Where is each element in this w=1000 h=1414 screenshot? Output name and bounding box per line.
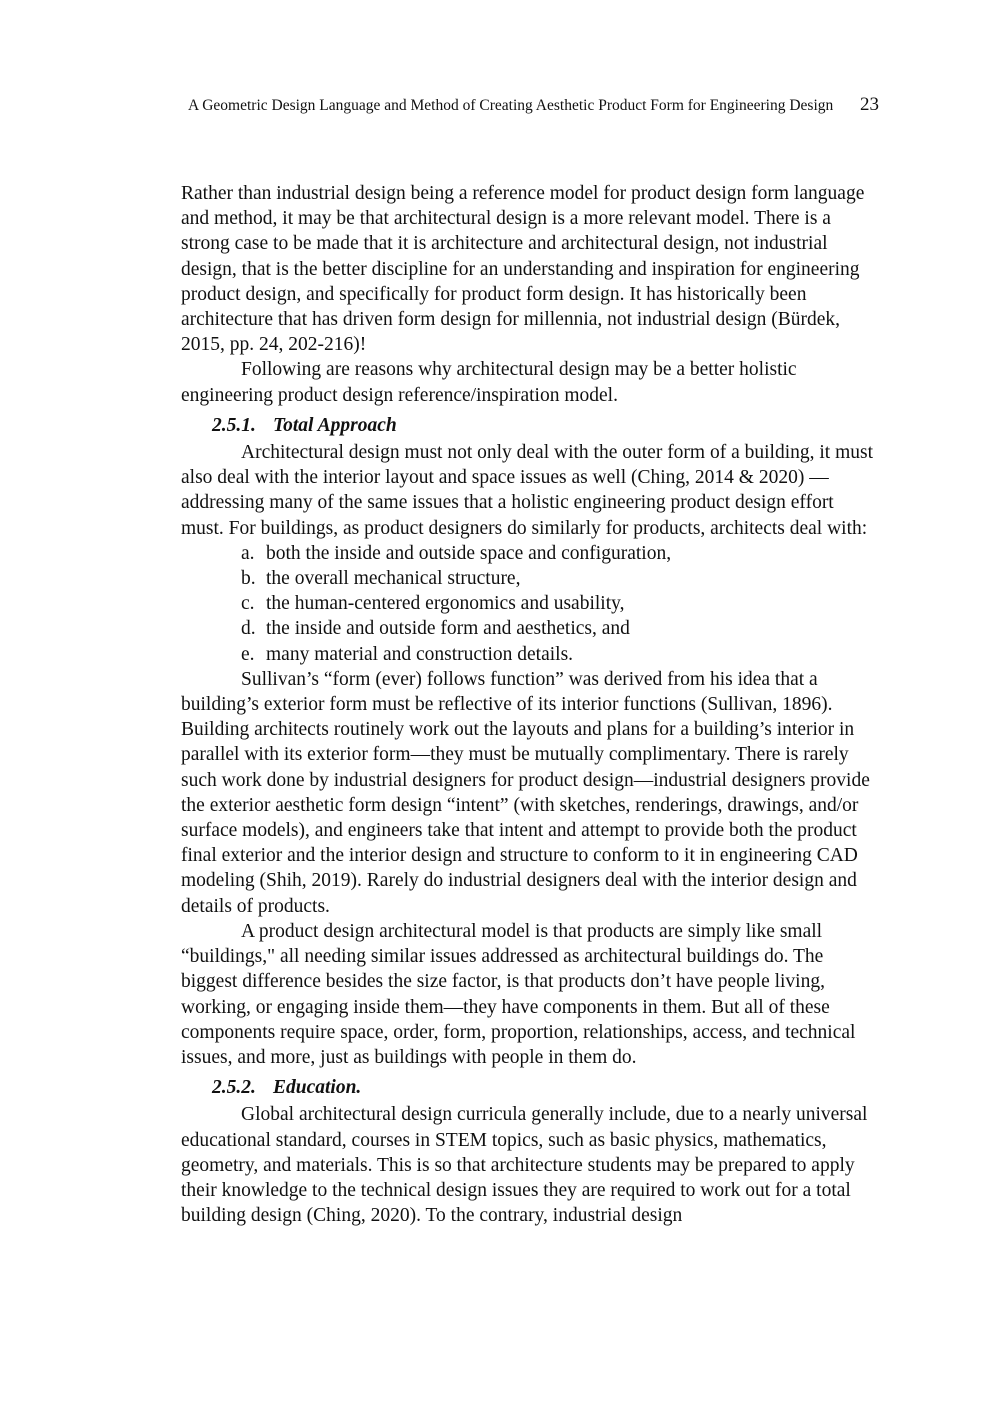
paragraph-architectural-model: A product design architectural model is that products are simply like small “buildings," all needing similar issues addressed as architectural buildings do. The biggest difference besides the size factor, is that products don’t have people living, working, or engaging inside them—they have components in them. But all of these components require space, order, form, proportion, relationships, access, and technical issues, and more, just as buildings with people in them do. <box>181 920 856 1068</box>
heading-number: 2.5.2. <box>212 1077 256 1099</box>
body-text <box>181 181 881 1228</box>
list-item <box>241 566 881 591</box>
list-marker: b. <box>241 568 256 590</box>
list-item-text: the overall mechanical structure, <box>266 568 521 590</box>
list-item <box>241 541 881 566</box>
list-item <box>241 616 881 641</box>
heading-title: Total Approach <box>273 414 397 436</box>
page-number: 23 <box>860 94 879 115</box>
architect-tasks-list <box>181 541 881 667</box>
list-marker: c. <box>241 593 255 615</box>
heading-number: 2.5.1. <box>212 414 256 436</box>
list-item <box>241 591 881 616</box>
heading-title: Education. <box>273 1077 362 1099</box>
paragraph-reasons: Following are reasons why architectural design may be a better holistic engineering product design reference/inspiration model. <box>181 359 797 406</box>
paragraph-total-approach: Architectural design must not only deal with the outer form of a building, it must also deal with the interior layout and space issues as well (Ching, 2014 & 2020) —addressing many of the same issues that a holistic engineering product design effort must. For buildings, as product designers do similarly for products, architects deal with: <box>181 442 874 539</box>
list-item-text: both the inside and outside space and configuration, <box>266 542 672 564</box>
list-item-text: the human-centered ergonomics and usability, <box>266 593 625 615</box>
list-item-text: many material and construction details. <box>266 643 574 665</box>
paragraph-intro: Rather than industrial design being a reference model for product design form language and method, it may be that architectural design is a more relevant model. There is a strong case to be made that it is architecture and architectural design, not industrial design, that is the better discipline for an understanding and inspiration for engineering product design, and specifically for product form design. It has historically been architecture that has driven form design for millennia, not industrial design (Bürdek, 2015, pp. 24, 202-216)! <box>181 183 865 356</box>
list-marker: d. <box>241 618 256 640</box>
running-header-title: A Geometric Design Language and Method of Creating Aesthetic Product Form for Engineering Design <box>188 97 834 114</box>
heading-2-5-2 <box>212 1075 881 1100</box>
heading-2-5-1 <box>212 413 881 438</box>
paragraph-sullivan: Sullivan’s “form (ever) follows function” was derived from his idea that a building’s exterior form must be reflective of its interior functions (Sullivan, 1896). Building architects routinely work out the layouts and plans for a building’s interior in parallel with its exterior form—they must be mutually complimentary. There is rarely such work done by industrial designers for product design—industrial designers provide the exterior aesthetic form design “intent” (with sketches, renderings, drawings, and/or surface models), and engineers take that intent and attempt to provide both the product final exterior and the interior design and structure to conform to it in engineering CAD modeling (Shih, 2019). Rarely do industrial designers deal with the interior design and details of products. <box>181 668 870 917</box>
list-item-text: the inside and outside form and aesthetics, and <box>266 618 630 640</box>
paragraph-education: Global architectural design curricula generally include, due to a nearly universal educational standard, courses in STEM topics, such as basic physics, mathematics, geometry, and materials. This is so that architecture students may be prepared to apply their knowledge to the technical design issues they are required to work out for a total building design (Ching, 2020). To the contrary, industrial design <box>181 1104 868 1227</box>
list-marker: e. <box>241 643 255 665</box>
list-item <box>241 642 881 667</box>
list-marker: a. <box>241 542 255 564</box>
